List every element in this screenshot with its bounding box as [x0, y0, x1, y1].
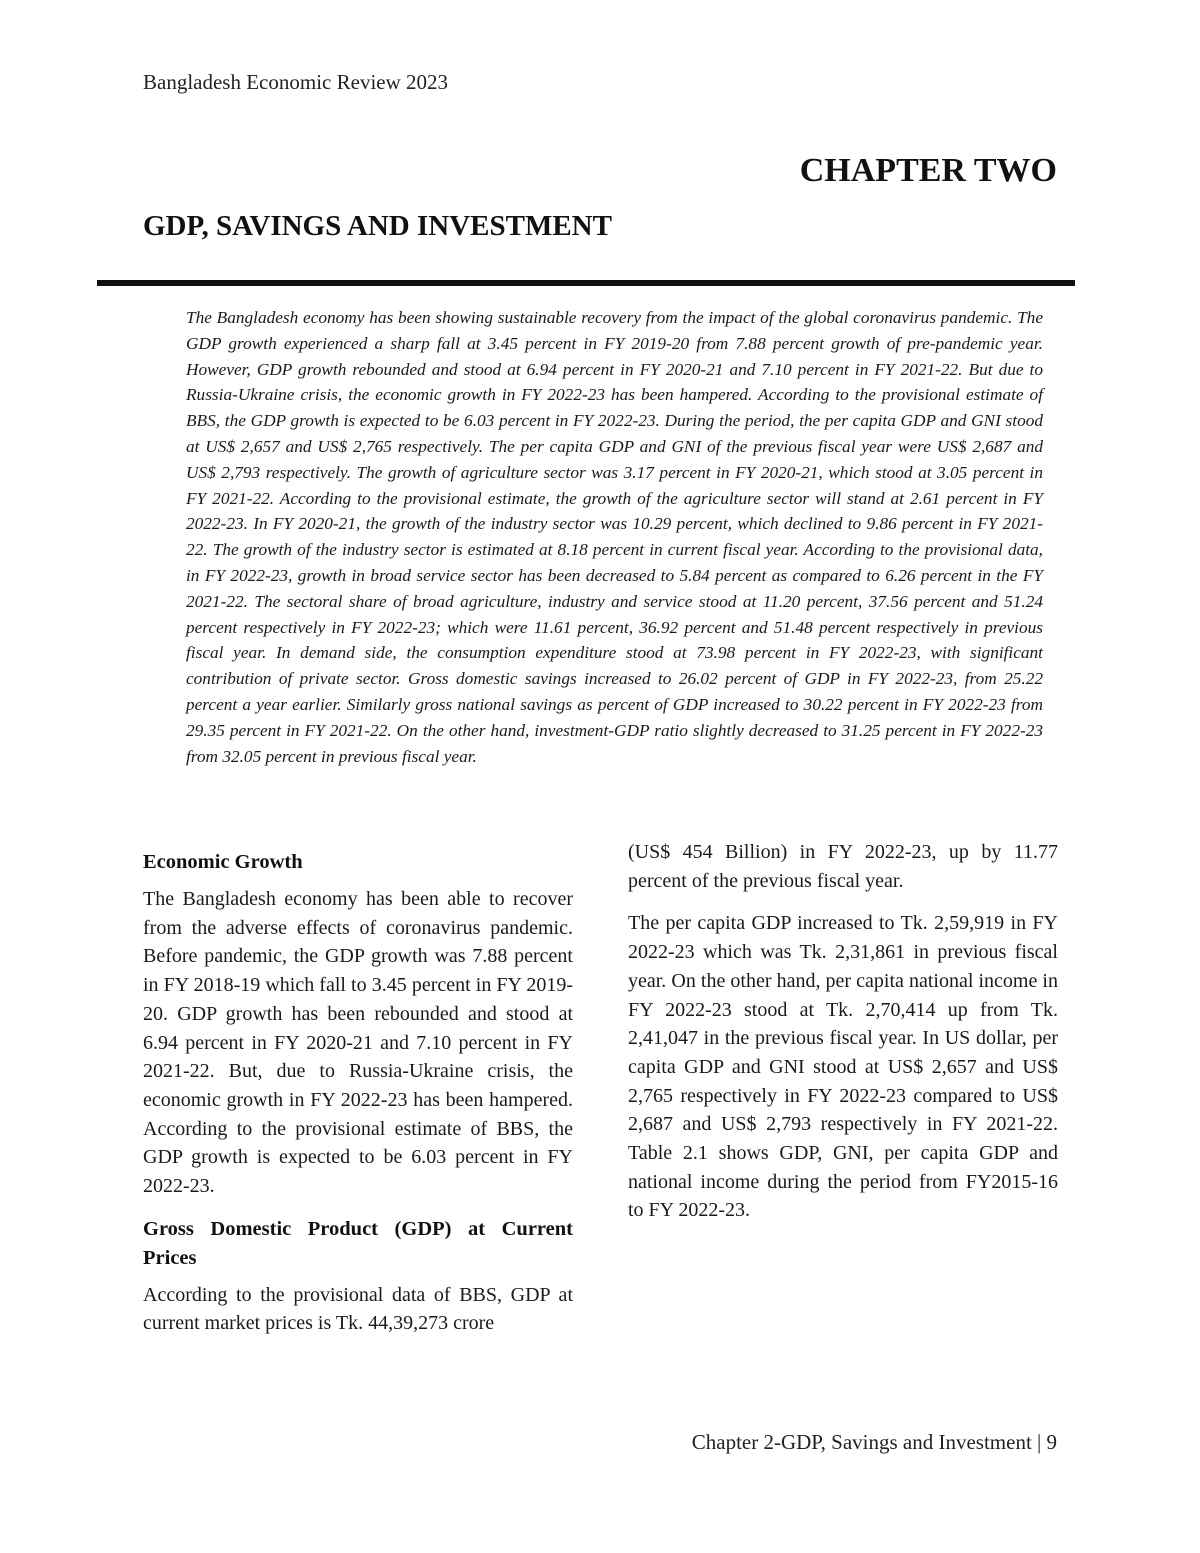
economic-growth-heading: Economic Growth [143, 851, 303, 873]
chapter-abstract: The Bangladesh economy has been showing sustainable recovery from the impact of the global coronavirus pandemic. The GDP growth experienced a sharp fall at 3.45 percent in FY 2019-20 from 7.88 percent growth of pre-pandemic year. However, GDP growth rebounded and stood at 6.94 percent in FY 2020-21 and 7.10 percent in FY 2021-22. But due to Russia-Ukraine crisis, the economic growth in FY 2022-23 has been hampered. According to the provisional estimate of BBS, the GDP growth is expected to be 6.03 percent in FY 2022-23. During the period, the per capita GDP and GNI stood at US$ 2,657 and US$ 2,765 respectively. The per capita GDP and GNI of the previous fiscal year were US$ 2,687 and US$ 2,793 respectively. The growth of agriculture sector was 3.17 percent in FY 2020-21, which stood at 3.05 percent in FY 2021-22. According to the provisional estimate, the growth of the agriculture sector will stand at 2.61 percent in FY 2022-23. In FY 2020-21, the growth of the industry sector was 10.29 percent, which declined to 9.86 percent in FY 2021-22. The growth of the industry sector is estimated at 8.18 percent in current fiscal year. According to the provisional data, in FY 2022-23, growth in broad service sector has been decreased to 5.84 percent as compared to 6.26 percent in the FY 2021-22. The sectoral share of broad agriculture, industry and service stood at 11.20 percent, 37.56 percent and 51.24 percent respectively in FY 2022-23; which were 11.61 percent, 36.92 percent and 51.48 percent respectively in previous fiscal year. In demand side, the consumption expenditure stood at 73.98 percent in FY 2022-23, with significant contribution of private sector. Gross domestic savings increased to 26.02 percent of GDP in FY 2022-23, from 25.22 percent a year earlier. Similarly gross national savings as percent of GDP increased to 30.22 percent in FY 2022-23 from 29.35 percent in FY 2021-22. On the other hand, investment-GDP ratio slightly decreased to 31.25 percent in FY 2022-23 from 32.05 percent in previous fiscal year. [186, 308, 1043, 766]
chapter-title: GDP, SAVINGS AND INVESTMENT [143, 210, 612, 242]
gdp-current-prices-paragraph: According to the provisional data of BBS, GDP at current market prices is Tk. 44,39,273 crore [143, 1283, 573, 1335]
page-footer: Chapter 2-GDP, Savings and Investment | 9 [691, 1430, 1057, 1454]
running-header: Bangladesh Economic Review 2023 [143, 70, 449, 94]
chapter-label: CHAPTER TWO [799, 152, 1057, 189]
economic-growth-paragraph: The Bangladesh economy has been able to recover from the adverse effects of coronavirus pandemic. Before pandemic, the GDP growth was 7.88 percent in FY 2018-19 which fall to 3.45 percent in FY 2019-20. GDP growth has been rebounded and stood at 6.94 percent in FY 2020-21 and 7.10 percent in FY 2021-22. But, due to Russia-Ukraine crisis, the economic growth in FY 2022-23 has been hampered. According to the provisional estimate of BBS, the GDP growth is expected to be 6.03 percent in FY 2022-23. [143, 888, 573, 1198]
title-divider [97, 280, 1075, 286]
left-column [143, 838, 573, 1352]
gdp-current-prices-heading: Gross Domestic Product (GDP) at Current Prices [143, 1217, 573, 1269]
right-column [628, 838, 1058, 1239]
per-capita-paragraph: The per capita GDP increased to Tk. 2,59,919 in FY 2022-23 which was Tk. 2,31,861 in previous fiscal year. On the other hand, per capita national income in FY 2022-23 stood at Tk. 2,70,414 up from Tk. 2,41,047 in the previous fiscal year. In US dollar, per capita GDP and GNI stood at US$ 2,657 and US$ 2,765 respectively in FY 2022-23 compared to US$ 2,687 and US$ 2,793 respectively in FY 2021-22. Table 2.1 shows GDP, GNI, per capita GDP and national income during the period from FY2015-16 to FY 2022-23. [628, 912, 1058, 1222]
gdp-current-prices-paragraph-cont: (US$ 454 Billion) in FY 2022-23, up by 11.77 percent of the previous fiscal year. [628, 841, 1058, 892]
